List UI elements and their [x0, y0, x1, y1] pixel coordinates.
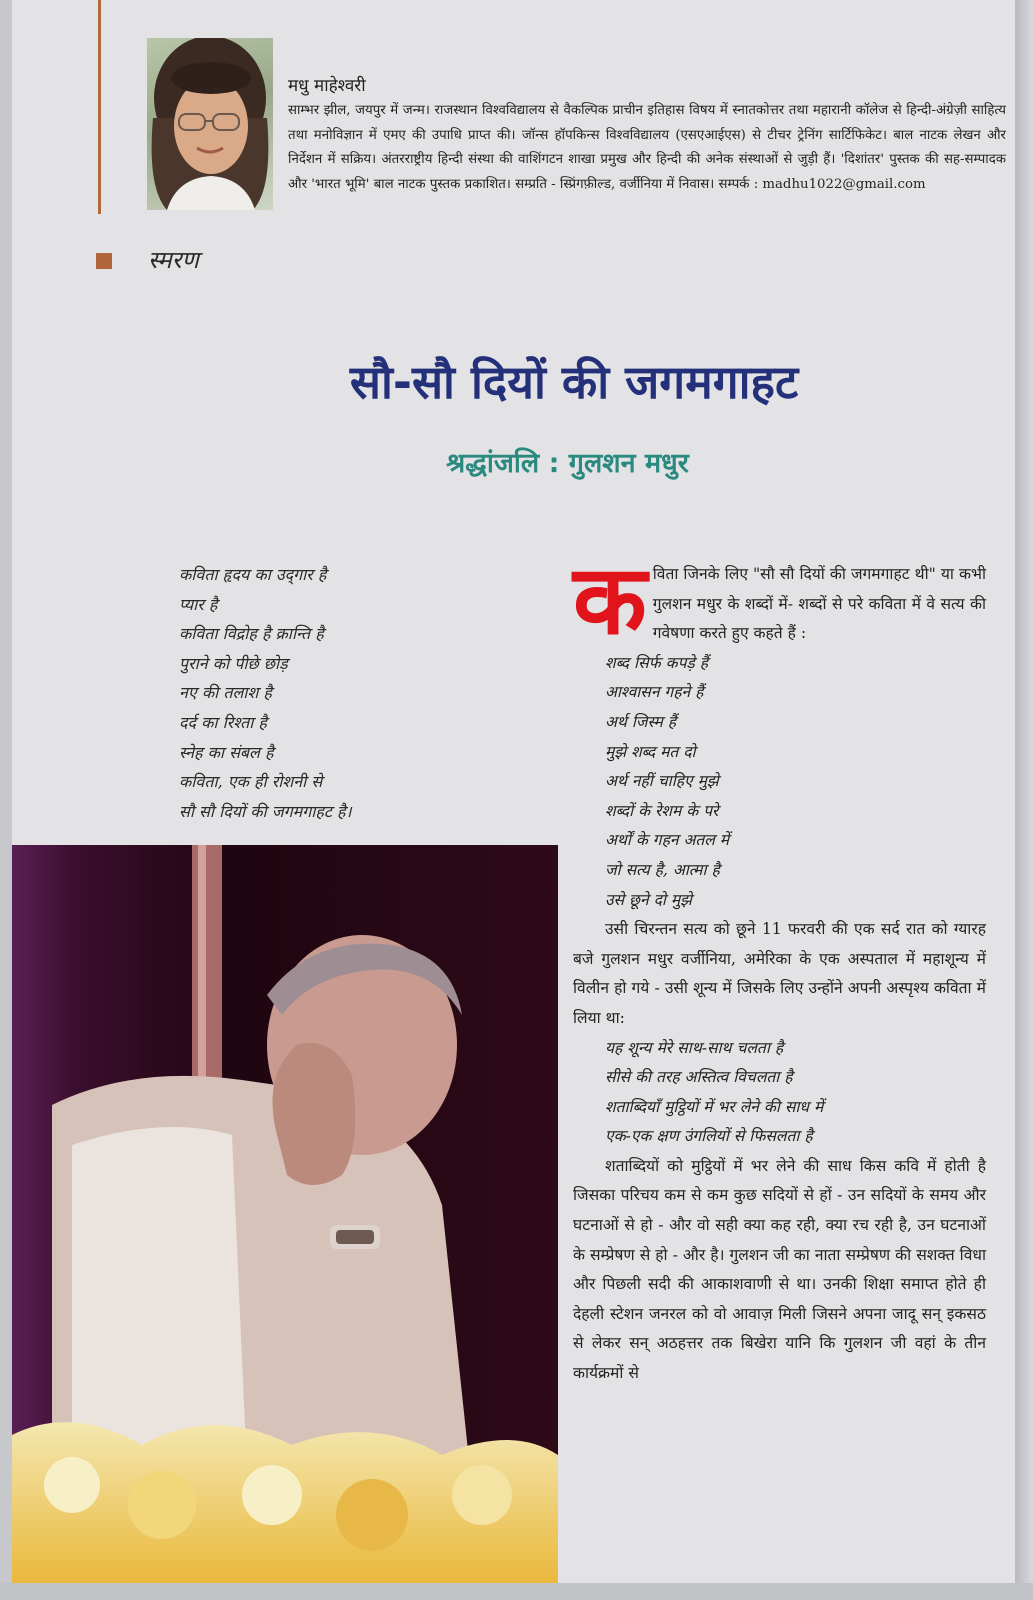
- decorative-rule: [98, 0, 101, 214]
- poem-line: पुराने को पीछे छोड़: [179, 653, 288, 673]
- verse-line: अर्थों के गहन अतल में: [605, 831, 730, 850]
- body-paragraph: उसी चिरन्तन सत्य को छूने 11 फरवरी की एक सर्द रात को ग्यारह बजे गुलशन मधुर वर्जीनिया, अमेरिका के एक अस्पताल में महाशून्य में विलीन हो गये - उसी शून्य में जिसके लिए उन्होंने अपनी अस्पृश्य कविता में लिया था:: [573, 920, 986, 1027]
- verse-line: जो सत्य है, आत्मा है: [605, 860, 720, 879]
- author-name: मधु माहेश्वरी: [288, 76, 366, 96]
- verse-line: एक-एक क्षण उंगलियों से फिसलता है: [605, 1127, 813, 1146]
- page-edge: [0, 1583, 1033, 1600]
- verse-line: शताब्दियाँ मुट्ठियों में भर लेने की साध में: [605, 1097, 824, 1116]
- quoted-verse: [573, 1034, 986, 1152]
- verse-line: अर्थ नहीं चाहिए मुझे: [605, 772, 719, 791]
- author-photo: [147, 38, 273, 210]
- page-edge: [1015, 0, 1033, 1600]
- section-label: स्मरण: [148, 246, 199, 274]
- drop-cap: क: [573, 544, 647, 656]
- verse-line: सीसे की तरह अस्तित्व विचलता है: [605, 1068, 793, 1087]
- verse-line: शब्दों के रेशम के परे: [605, 801, 719, 820]
- poem-line: दर्द का रिश्ता है: [179, 712, 267, 732]
- poem-line: कविता विद्रोह है क्रान्ति है: [179, 624, 324, 644]
- author-bio: साम्भर झील, जयपुर में जन्म। राजस्थान विश्वविद्यालय से वैकल्पिक प्राचीन इतिहास विषय में स्नातकोत्तर तथा महारानी कॉलेज से हिन्दी-अंग्रेज़ी साहित्य तथा मनोविज्ञान में एमए की उपाधि प्राप्त की। जॉन्स हॉपकिन्स विश्वविद्यालय (एसएआईएस) से टीचर ट्रेनिंग सार्टिफिकेट। बाल नाटक लेखन और निर्देशन में सक्रिय। अंतरराष्ट्रीय हिन्दी संस्था की वाशिंगटन शाखा प्रमुख और हिन्दी की अनेक संस्थाओं से जुड़ी हैं। 'दिशांतर' पुस्तक की सह-सम्पादक और 'भारत भूमि' बाल नाटक पुस्तक प्रकाशित। सम्प्रति - स्प्रिंगफ़ील्ड, वर्जीनिया में निवास। सम्पर्क : madhu1022@gmail.com: [288, 103, 1006, 192]
- verse-line: शब्द सिर्फ कपड़े हैं: [605, 653, 709, 672]
- verse-line: मुझे शब्द मत दो: [605, 742, 696, 761]
- article-body: [573, 544, 986, 1389]
- section-marker: [96, 253, 112, 269]
- poem-line: कविता हृदय का उद्‌गार है: [179, 565, 327, 584]
- tribute-photo: [12, 845, 558, 1583]
- body-paragraph: शताब्दियों को मुट्ठियों में भर लेने की साध किस कवि में होती है जिसका परिचय कम से कम कुछ सदियों से हों - उन सदियों के समय और घटनाओं से हो - और वो सही क्या कह रही, क्या रच रही है, उन घटनाओं के सम्प्रेषण से हो - और है। गुलशन जी का नाता सम्प्रेषण की सशक्त विधा और पिछली सदी की आकाशवाणी से था। उनकी शिक्षा समाप्त होते ही देहली स्टेशन जनरल को वो आवाज़ मिली जिसने अपना जादू सन् इकसठ से लेकर सन् अठहत्तर तक बिखेरा यानि कि गुलशन जी वहां के तीन कार्यक्रमों से: [573, 1156, 986, 1383]
- verse-line: उसे छूने दो मुझे: [605, 890, 692, 909]
- article-subtitle: श्रद्धांजलि : गुलशन मधुर: [446, 448, 689, 479]
- poem-line: स्नेह का संबल है: [179, 742, 274, 762]
- poem-line: कविता, एक ही रोशनी से: [179, 772, 323, 792]
- poem-line: नए की तलाश है: [179, 683, 272, 703]
- verse-line: यह शून्य मेरे साथ-साथ चलता है: [605, 1038, 784, 1057]
- intro-paragraph: [573, 544, 986, 656]
- quoted-verse: [573, 649, 986, 915]
- opening-poem: [179, 560, 352, 826]
- poem-line: सौ सौ दियों की जगमगाहट है।: [179, 801, 352, 821]
- poem-line: प्यार है: [179, 594, 218, 614]
- intro-text: विता जिनके लिए "सौ सौ दियों की जगमगाहट थी" या कभी गुलशन मधुर के शब्दों में- शब्दों से परे कविता में वे सत्य की गवेषणा करते हुए कहते हैं :: [652, 565, 986, 643]
- article-title: सौ-सौ दियों की जगमगाहट: [349, 355, 799, 409]
- magazine-page: [12, 0, 1015, 1583]
- verse-line: अर्थ जिस्म हैं: [605, 712, 677, 731]
- verse-line: आश्वासन गहने हैं: [605, 683, 704, 702]
